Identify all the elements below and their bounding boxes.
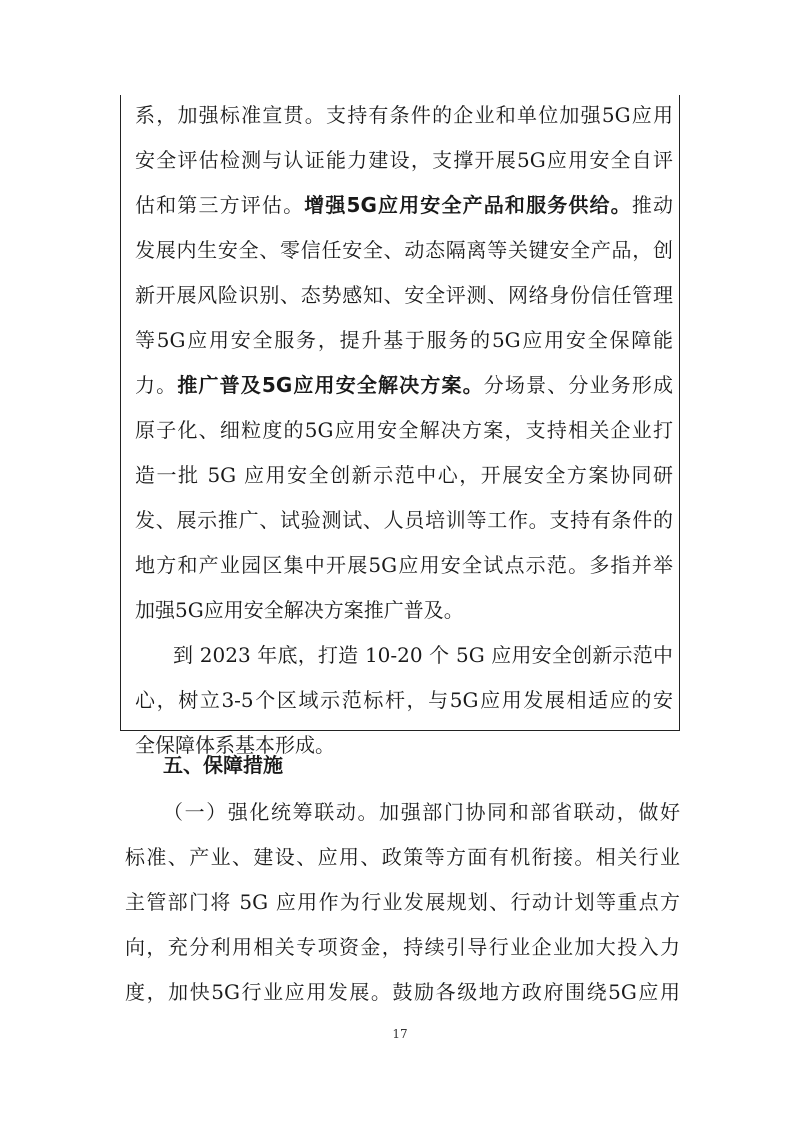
- section-heading: 五、保障措施: [163, 753, 283, 777]
- box-line: 到 2023 年底，打造 10-20 个 5G 应用安全创新示范中: [173, 643, 673, 667]
- page-number: 17: [392, 1027, 408, 1041]
- box-line: 系，加强标准宣贯。支持有条件的企业和单位加强5G应用: [135, 103, 673, 127]
- box-line: 发展内生安全、零信任安全、动态隔离等关键安全产品，创: [135, 238, 673, 262]
- body-line: （一）强化统筹联动。加强部门协同和部省联动，做好: [163, 800, 680, 824]
- box-line: 力。推广普及5G应用安全解决方案。分场景、分业务形成: [135, 373, 673, 397]
- box-line: 安全评估检测与认证能力建设，支撑开展5G应用安全自评: [135, 148, 673, 172]
- body-line: 标准、产业、建设、应用、政策等方面有机衔接。相关行业: [125, 845, 680, 869]
- box-line: 估和第三方评估。增强5G应用安全产品和服务供给。推动: [135, 193, 673, 217]
- box-line: 新开展风险识别、态势感知、安全评测、网络身份信任管理: [135, 283, 673, 307]
- body-line: 度，加快5G行业应用发展。鼓励各级地方政府围绕5G应用: [125, 980, 680, 1004]
- box-line: 加强5G应用安全解决方案推广普及。: [135, 598, 464, 622]
- body-line: 主管部门将 5G 应用作为行业发展规划、行动计划等重点方: [125, 890, 680, 914]
- box-line: 发、展示推广、试验测试、人员培训等工作。支持有条件的: [135, 508, 673, 532]
- box-line: 等5G应用安全服务，提升基于服务的5G应用安全保障能: [135, 328, 673, 352]
- box-line: 造一批 5G 应用安全创新示范中心，开展安全方案协同研: [135, 463, 673, 487]
- box-line: 原子化、细粒度的5G应用安全解决方案，支持相关企业打: [135, 418, 673, 442]
- box-line: 全保障体系基本形成。: [135, 733, 335, 757]
- box-line: 心，树立3-5个区域示范标杆，与5G应用发展相适应的安: [135, 688, 673, 712]
- box-line: 地方和产业园区集中开展5G应用安全试点示范。多指并举: [135, 553, 673, 577]
- body-line: 向，充分利用相关专项资金，持续引导行业企业加大投入力: [125, 935, 680, 959]
